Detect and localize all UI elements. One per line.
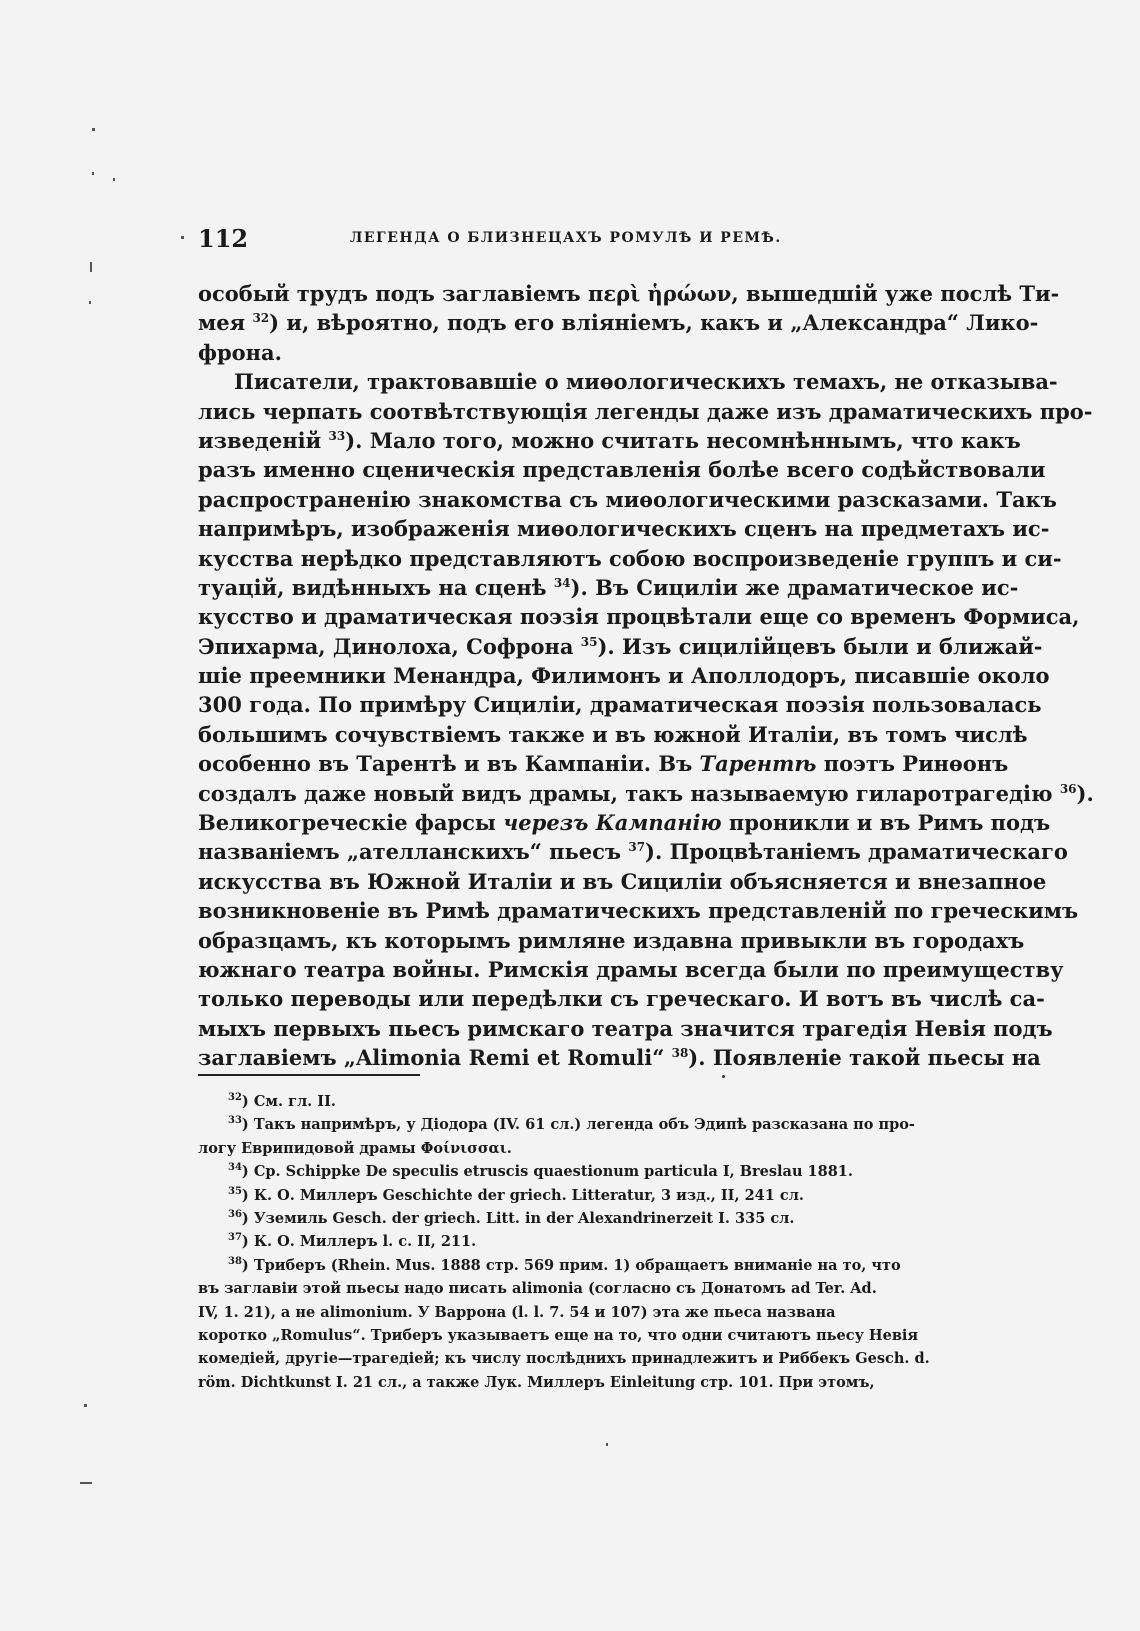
footnote-38-cont: комедіей, другіе—трагедіей; къ числу послѣднихъ принадлежитъ и Риббекъ Gesch. d.	[198, 1350, 930, 1368]
text-line: Великогреческіе фарсы черезъ Кампанію проникли и въ Римъ подъ	[198, 810, 1051, 836]
main-text	[198, 279, 1094, 1073]
text-line: создалъ даже новый видъ драмы, такъ называемую гиларотрагедію $^{36}$).	[198, 780, 1094, 806]
footnote-35: $^{35}$) К. О. Миллеръ Geschichte der griech. Litteratur, 3 изд., II, 241 сл.	[228, 1185, 804, 1204]
footnote-37: $^{37}$) К. О. Миллеръ l. c. II, 211.	[228, 1232, 477, 1251]
text-line: заглавіемъ „Alimonia Remi et Romuli“ $^{38}$). Появленіе такой пьесы на	[198, 1045, 1041, 1071]
text-line: образцамъ, къ которымъ римляне издавна привыкли въ городахъ	[198, 927, 1025, 953]
footnote-38-cont: IV, 1. 21), а не alimonium. У Варрона (l. l. 7. 54 и 107) эта же пьеса названа	[198, 1303, 836, 1321]
page-header	[198, 224, 918, 258]
margin-mark	[92, 172, 94, 175]
footnote-33-cont: логу Еврипидовой драмы Φοίνισσαι.	[198, 1139, 512, 1157]
footnote-divider	[198, 1074, 420, 1076]
footnote-ref: 32	[252, 311, 270, 326]
page-number: 112	[198, 224, 249, 253]
text-line: только переводы или передѣлки съ греческаго. И вотъ въ числѣ са-	[198, 986, 1045, 1012]
text-line: Эпихарма, Динолоха, Софрона $^{35}$). Изъ сицилійцевъ были и ближай-	[198, 633, 1043, 659]
text-line: кусство и драматическая поэзія процвѣтали еще со временъ Формиса,	[198, 604, 1080, 630]
footnote-ref: 33	[328, 428, 346, 443]
footnote-ref: 34	[553, 575, 571, 590]
margin-mark	[113, 178, 115, 181]
text-line: фрона.	[198, 339, 282, 365]
text-line: кусства нерѣдко представляютъ собою воспроизведеніе группъ и си-	[198, 545, 1062, 571]
running-title: ЛЕГЕНДА О БЛИЗНЕЦАХЪ РОМУЛѢ И РЕМѢ.	[350, 230, 782, 246]
text-line: большимъ сочувствіемъ также и въ южной Италіи, въ томъ числѣ	[198, 721, 1028, 747]
footnote-38-cont: коротко „Romulus“. Триберъ указываетъ еще на то, что одни считаютъ пьесу Невія	[198, 1326, 919, 1344]
footnote-32: $^{32}$) См. гл. II.	[228, 1092, 336, 1110]
footnote-33: $^{33}$) Такъ напримѣръ, у Діодора (IV. 61 сл.) легенда объ Эдипѣ разсказана по про-	[228, 1115, 915, 1134]
footnote-38: $^{38}$) Триберъ (Rhein. Mus. 1888 стр. 569 прим. 1) обращаетъ вниманіе на то, что	[228, 1255, 901, 1274]
text-line: изведеній $^{33}$). Мало того, можно считать несомнѣннымъ, что какъ	[198, 427, 1021, 453]
footnote-36: $^{36}$) Уземиль Gesch. der griech. Litt. in der Alexandrinerzeit I. 335 сл.	[228, 1209, 795, 1227]
footnote-38-cont: röm. Dichtkunst I. 21 сл., а также Лук. Миллеръ Einleitung стр. 101. При этомъ,	[198, 1373, 875, 1391]
text-line: искусства въ Южной Италіи и въ Сициліи объясняется и внезапное	[198, 868, 1047, 894]
text-line: южнаго театра войны. Римскія драмы всегда были по преимуществу	[198, 956, 1064, 982]
text-line: особый трудъ подъ заглавіемъ περὶ ἡρώων, вышедшій уже послѣ Ти-	[198, 281, 1060, 306]
text-line: мея $^{32}$) и, вѣроятно, подъ его вліяніемъ, какъ и „Александра“ Лико-	[198, 310, 1039, 336]
text-line: особенно въ Тарентѣ и въ Кампаніи. Въ Тарентѣ поэтъ Ринѳонъ	[198, 751, 1009, 777]
text-line: напримѣръ, изображенія миѳологическихъ сценъ на предметахъ ис-	[198, 516, 1050, 542]
footnote-ref: 38	[671, 1046, 689, 1061]
text-line: Писатели, трактовавшіе о миѳологическихъ темахъ, не отказыва-	[234, 369, 1058, 395]
ink-speck	[722, 1075, 725, 1078]
text-line: лись черпать соотвѣтствующія легенды даже изъ драматическихъ про-	[198, 398, 1093, 424]
footnote-ref: 37	[628, 840, 646, 855]
footnote-ref: 35	[580, 634, 598, 649]
footnotes	[198, 1090, 930, 1394]
margin-mark	[606, 1443, 608, 1446]
text-line: распространенію знакомства съ миѳологическими разсказами. Такъ	[198, 486, 1057, 512]
text-line: разъ именно сценическія представленія болѣе всего содѣйствовали	[198, 457, 1046, 483]
margin-mark	[89, 301, 91, 304]
margin-mark	[92, 128, 95, 131]
text-line: мыхъ первыхъ пьесъ римскаго театра значится трагедія Невія подъ	[198, 1015, 1053, 1041]
margin-mark	[80, 1482, 92, 1484]
text-line: шіе преемники Менандра, Филимонъ и Аполлодоръ, писавшіе около	[198, 663, 1050, 689]
margin-mark	[181, 236, 184, 239]
footnote-ref: 36	[1059, 781, 1077, 796]
footnote-38-cont: въ заглавіи этой пьесы надо писать alimonia (согласно съ Донатомъ ad Ter. Ad.	[198, 1280, 877, 1298]
footnote-34: $^{34}$) Ср. Schippke De speculis etruscis quaestionum particula I, Breslau 1881.	[228, 1162, 853, 1181]
text-line: названіемъ „ателланскихъ“ пьесъ $^{37}$). Процвѣтаніемъ драматическаго	[198, 839, 1068, 865]
text-line: туацій, видѣнныхъ на сценѣ $^{34}$). Въ Сициліи же драматическое ис-	[198, 574, 1019, 600]
margin-mark	[84, 1404, 87, 1407]
text-line: 300 года. По примѣру Сициліи, драматическая поэзія пользовалась	[198, 692, 1042, 718]
margin-mark	[90, 262, 92, 272]
text-line: возникновеніе въ Римѣ драматическихъ представленій по греческимъ	[198, 898, 1079, 924]
